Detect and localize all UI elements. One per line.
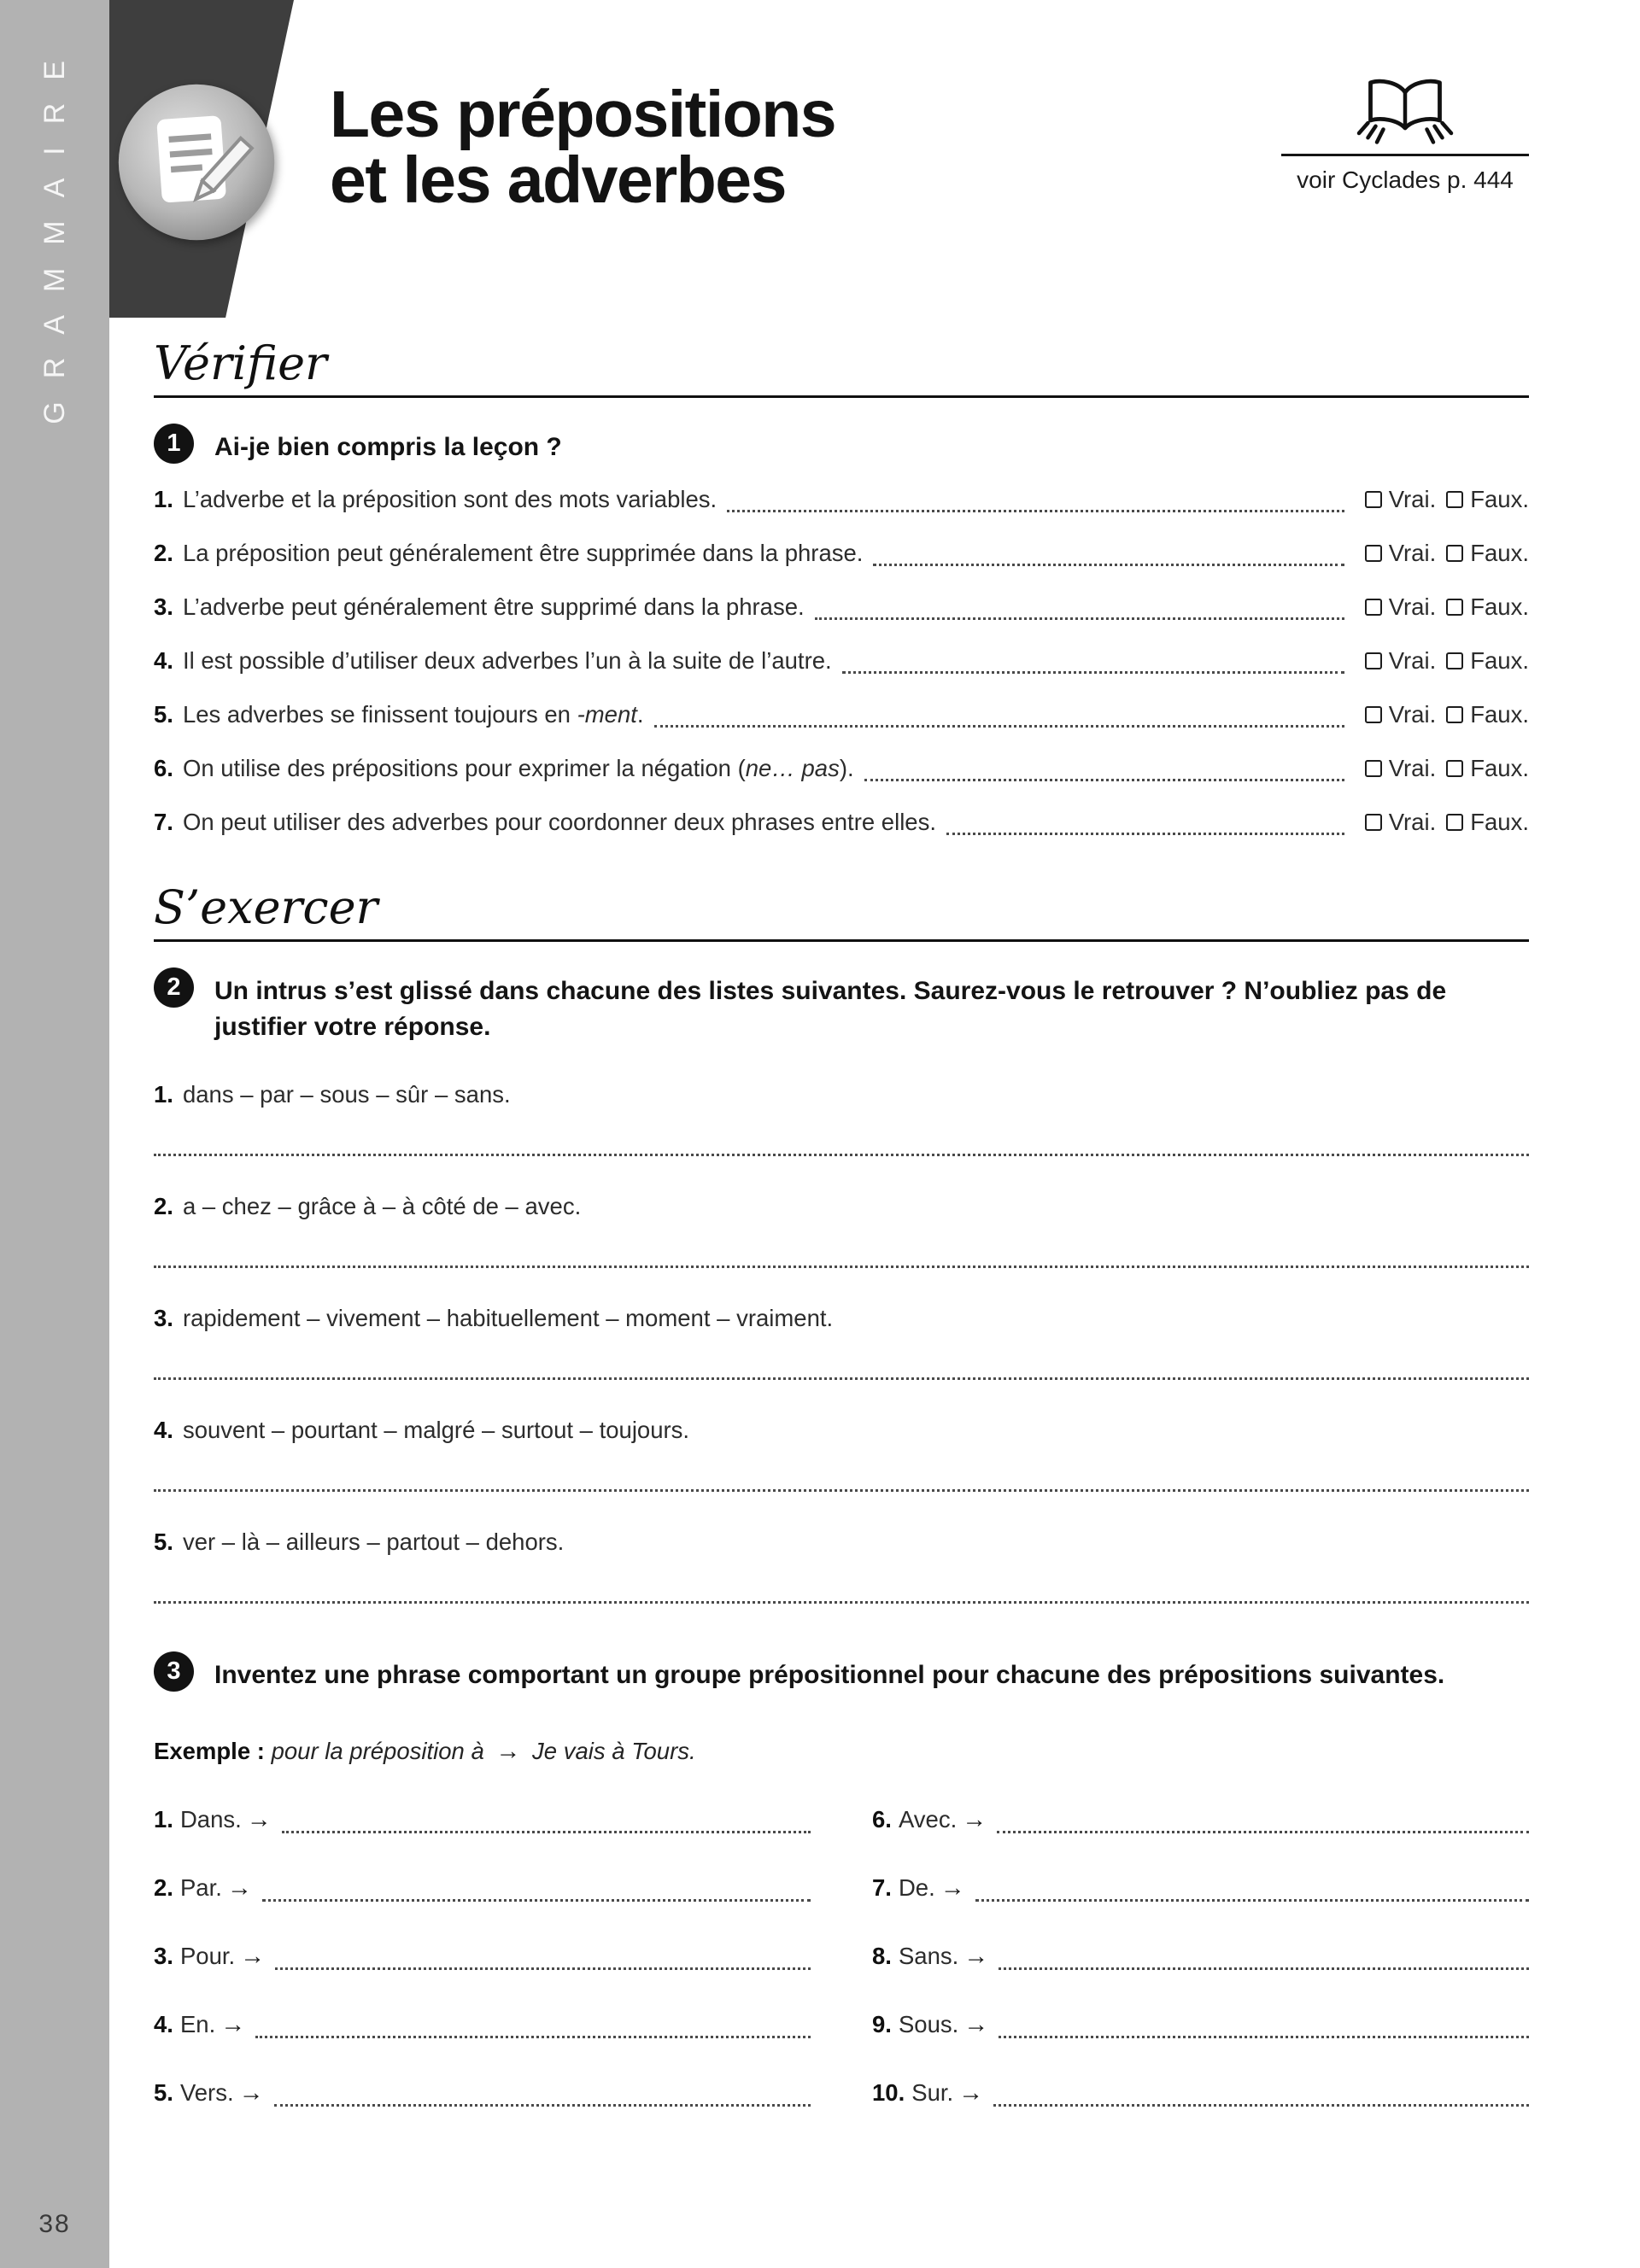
- question-row: [154, 536, 1529, 570]
- arrow-icon: →: [940, 1874, 965, 1903]
- prep-word: Par.: [179, 1874, 222, 1902]
- exercise-2-instruction: Un intrus s’est glissé dans chacune des listes suivantes. Saurez-vous le retrouver ? N’oubliez pas de justifier votre réponse.: [214, 977, 1447, 1041]
- list-item-number: 2.: [154, 1192, 173, 1219]
- prep-word: Avec.: [898, 1806, 958, 1833]
- dotted-leader: [815, 593, 1344, 620]
- answer-line[interactable]: [154, 1601, 1529, 1604]
- question-text: On peut utiliser des adverbes pour coordonner deux phrases entre elles.: [182, 808, 936, 835]
- prep-number: 5.: [154, 2079, 173, 2107]
- question-text: Il est possible d’utiliser deux adverbes l’un à la suite de l’autre.: [182, 646, 832, 674]
- true-false-question-list: [154, 482, 1529, 839]
- list-item: [154, 1078, 1529, 1111]
- checkbox-icon[interactable]: [1365, 814, 1382, 831]
- answer-line[interactable]: [154, 1489, 1529, 1492]
- prep-number: 9.: [872, 2011, 892, 2038]
- answer-line[interactable]: [154, 1377, 1529, 1380]
- answer-leader[interactable]: [993, 2080, 1529, 2107]
- list-item-text: dans – par – sous – sûr – sans.: [182, 1080, 511, 1108]
- prep-number: 3.: [154, 1943, 173, 1970]
- exercise-1-header: [154, 424, 1529, 465]
- answer-leader[interactable]: [999, 1944, 1529, 1970]
- preposition-row: [154, 2008, 811, 2041]
- exercise-3-number-badge: 3: [154, 1651, 194, 1692]
- list-item: [154, 1190, 1529, 1223]
- preposition-row: [154, 1803, 811, 1836]
- page-content: [109, 0, 1640, 2268]
- vrai-option[interactable]: [1365, 751, 1437, 786]
- prep-number: 8.: [872, 1943, 892, 1970]
- question-row: [154, 644, 1529, 678]
- reference-rule: [1281, 154, 1529, 156]
- exercise-1-number-badge: 1: [154, 424, 194, 464]
- arrow-icon: →: [495, 1738, 521, 1766]
- answer-line[interactable]: [154, 1154, 1529, 1156]
- question-text: L’adverbe peut généralement être supprimé dans la phrase.: [182, 593, 805, 620]
- question-text: On utilise des prépositions pour exprimer la négation (ne… pas).: [182, 754, 854, 781]
- faux-label: Faux.: [1470, 808, 1529, 835]
- question-number: 6.: [154, 754, 173, 781]
- checkbox-icon[interactable]: [1446, 545, 1463, 562]
- preposition-row: [154, 1940, 811, 1973]
- checkbox-icon[interactable]: [1365, 545, 1382, 562]
- faux-option[interactable]: [1446, 698, 1529, 732]
- checkbox-icon[interactable]: [1365, 599, 1382, 616]
- prep-word: En.: [179, 2011, 216, 2038]
- list-item-text: ver – là – ailleurs – partout – dehors.: [182, 1528, 565, 1555]
- preposition-row: [872, 2008, 1529, 2041]
- checkbox-icon[interactable]: [1446, 706, 1463, 723]
- preposition-row: [872, 1872, 1529, 1904]
- answer-leader[interactable]: [275, 1944, 811, 1970]
- prep-word: Dans.: [179, 1806, 242, 1833]
- section-title-sexercer: S’exercer: [154, 882, 1529, 942]
- chapter-title-line1: Les prépositions: [330, 78, 836, 151]
- vrai-label: Vrai.: [1388, 593, 1437, 620]
- question-row: [154, 805, 1529, 839]
- sidebar-label-wrap: [0, 38, 109, 424]
- answer-leader[interactable]: [262, 1875, 811, 1902]
- arrow-icon: →: [964, 1943, 989, 1971]
- list-item-text: rapidement – vivement – habituellement – moment – vraiment.: [182, 1304, 834, 1331]
- dotted-leader: [727, 486, 1344, 512]
- question-text: L’adverbe et la préposition sont des mots variables.: [182, 485, 718, 512]
- faux-option[interactable]: [1446, 805, 1529, 839]
- prep-word: Pour.: [179, 1943, 236, 1970]
- checkbox-icon[interactable]: [1446, 652, 1463, 669]
- exercise-3-header: [154, 1651, 1529, 1692]
- exercise-3-instruction: Inventez une phrase comportant un groupe prépositionnel pour chacune des prépositions suivantes.: [214, 1660, 1445, 1689]
- question-text: La préposition peut généralement être supprimée dans la phrase.: [182, 539, 864, 566]
- list-item: [154, 1414, 1529, 1447]
- question-row: [154, 590, 1529, 624]
- answer-leader[interactable]: [255, 2012, 811, 2038]
- prep-word: De.: [898, 1874, 935, 1902]
- preposition-column-left: [154, 1803, 811, 2145]
- section-title-verifier: Vérifier: [154, 338, 1529, 398]
- vrai-label: Vrai.: [1388, 539, 1437, 566]
- question-number: 3.: [154, 593, 173, 620]
- prep-word: Sans.: [898, 1943, 959, 1970]
- reference-caption: voir Cyclades p. 444: [1297, 167, 1514, 193]
- prep-word: Sous.: [898, 2011, 959, 2038]
- prep-number: 6.: [872, 1806, 892, 1833]
- answer-leader[interactable]: [999, 2012, 1529, 2038]
- checkbox-icon[interactable]: [1365, 652, 1382, 669]
- question-row: [154, 482, 1529, 517]
- faux-option[interactable]: [1446, 644, 1529, 678]
- vrai-label: Vrai.: [1388, 754, 1437, 781]
- list-item-number: 1.: [154, 1080, 173, 1108]
- checkbox-icon[interactable]: [1365, 706, 1382, 723]
- chapter-header: [154, 0, 1529, 318]
- dotted-leader: [654, 701, 1344, 728]
- vrai-label: Vrai.: [1388, 700, 1437, 728]
- dotted-leader: [873, 540, 1344, 566]
- answer-line[interactable]: [154, 1266, 1529, 1268]
- faux-label: Faux.: [1470, 593, 1529, 620]
- dotted-leader: [864, 755, 1344, 781]
- example-answer: Je vais à Tours.: [532, 1738, 696, 1765]
- sidebar: [0, 0, 109, 2268]
- checkbox-icon[interactable]: [1446, 599, 1463, 616]
- vrai-option[interactable]: [1365, 536, 1437, 570]
- question-number: 5.: [154, 700, 173, 728]
- checkbox-icon[interactable]: [1446, 814, 1463, 831]
- exercise-3-example: [154, 1735, 1529, 1768]
- exercise-1-heading: Ai-je bien compris la leçon ?: [214, 433, 562, 462]
- faux-option[interactable]: [1446, 590, 1529, 624]
- chapter-vertical-label: GRAMMAIRE: [38, 38, 71, 424]
- textbook-reference: [1281, 72, 1529, 194]
- question-number: 1.: [154, 485, 173, 512]
- question-text: Les adverbes se finissent toujours en -ment.: [182, 700, 644, 728]
- prep-number: 1.: [154, 1806, 173, 1833]
- checkbox-icon[interactable]: [1446, 491, 1463, 508]
- exercise-2-number-badge: 2: [154, 967, 194, 1008]
- page-number: 38: [38, 2210, 71, 2238]
- answer-leader[interactable]: [975, 1875, 1529, 1902]
- preposition-row: [872, 1940, 1529, 1973]
- prep-number: 2.: [154, 1874, 173, 1902]
- question-number: 4.: [154, 646, 173, 674]
- faux-label: Faux.: [1470, 646, 1529, 674]
- vrai-label: Vrai.: [1388, 485, 1437, 512]
- arrow-icon: →: [226, 1874, 252, 1903]
- preposition-row: [872, 2077, 1529, 2109]
- question-number: 7.: [154, 808, 173, 835]
- preposition-column-right: [872, 1803, 1529, 2145]
- faux-label: Faux.: [1470, 754, 1529, 781]
- prep-number: 7.: [872, 1874, 892, 1902]
- example-intro: pour la préposition à: [271, 1738, 484, 1765]
- exercise-2-header: [154, 967, 1529, 1044]
- dotted-leader: [946, 809, 1344, 835]
- faux-label: Faux.: [1470, 700, 1529, 728]
- vrai-option[interactable]: [1365, 482, 1437, 517]
- prep-word: Vers.: [179, 2079, 234, 2107]
- example-label: Exemple :: [154, 1738, 265, 1765]
- arrow-icon: →: [962, 1806, 987, 1834]
- vrai-label: Vrai.: [1388, 808, 1437, 835]
- intruder-lists: [154, 1078, 1529, 1604]
- answer-leader[interactable]: [997, 1807, 1529, 1833]
- chapter-title-line2: et les adverbes: [330, 143, 786, 217]
- arrow-icon: →: [246, 1806, 272, 1834]
- preposition-columns: [154, 1803, 1529, 2145]
- faux-option[interactable]: [1446, 536, 1529, 570]
- prep-number: 4.: [154, 2011, 173, 2038]
- list-item: [154, 1302, 1529, 1335]
- answer-leader[interactable]: [274, 2080, 811, 2107]
- arrow-icon: →: [964, 2011, 989, 2039]
- vrai-option[interactable]: [1365, 698, 1437, 732]
- faux-option[interactable]: [1446, 751, 1529, 786]
- faux-label: Faux.: [1470, 539, 1529, 566]
- list-item-number: 5.: [154, 1528, 173, 1555]
- vrai-option[interactable]: [1365, 644, 1437, 678]
- answer-leader[interactable]: [282, 1807, 811, 1833]
- vrai-option[interactable]: [1365, 805, 1437, 839]
- checkbox-icon[interactable]: [1365, 491, 1382, 508]
- faux-label: Faux.: [1470, 485, 1529, 512]
- question-row: [154, 751, 1529, 786]
- question-number: 2.: [154, 539, 173, 566]
- preposition-row: [154, 2077, 811, 2109]
- prep-word: Sur.: [911, 2079, 954, 2107]
- arrow-icon: →: [240, 1943, 266, 1971]
- list-item-text: a – chez – grâce à – à côté de – avec.: [182, 1192, 582, 1219]
- arrow-icon: →: [238, 2079, 264, 2107]
- faux-option[interactable]: [1446, 482, 1529, 517]
- arrow-icon: →: [220, 2011, 246, 2039]
- question-row: [154, 698, 1529, 732]
- preposition-row: [154, 1872, 811, 1904]
- dotted-leader: [842, 647, 1344, 674]
- list-item: [154, 1526, 1529, 1558]
- checkbox-icon[interactable]: [1365, 760, 1382, 777]
- chapter-title: [330, 78, 836, 217]
- checkbox-icon[interactable]: [1446, 760, 1463, 777]
- list-item-number: 4.: [154, 1416, 173, 1443]
- arrow-icon: →: [958, 2079, 984, 2107]
- open-book-hands-icon: [1341, 72, 1469, 154]
- list-item-text: souvent – pourtant – malgré – surtout – toujours.: [182, 1416, 690, 1443]
- document-pencil-icon: [114, 80, 278, 244]
- vrai-option[interactable]: [1365, 590, 1437, 624]
- vrai-label: Vrai.: [1388, 646, 1437, 674]
- preposition-row: [872, 1803, 1529, 1836]
- prep-number: 10.: [872, 2079, 905, 2107]
- list-item-number: 3.: [154, 1304, 173, 1331]
